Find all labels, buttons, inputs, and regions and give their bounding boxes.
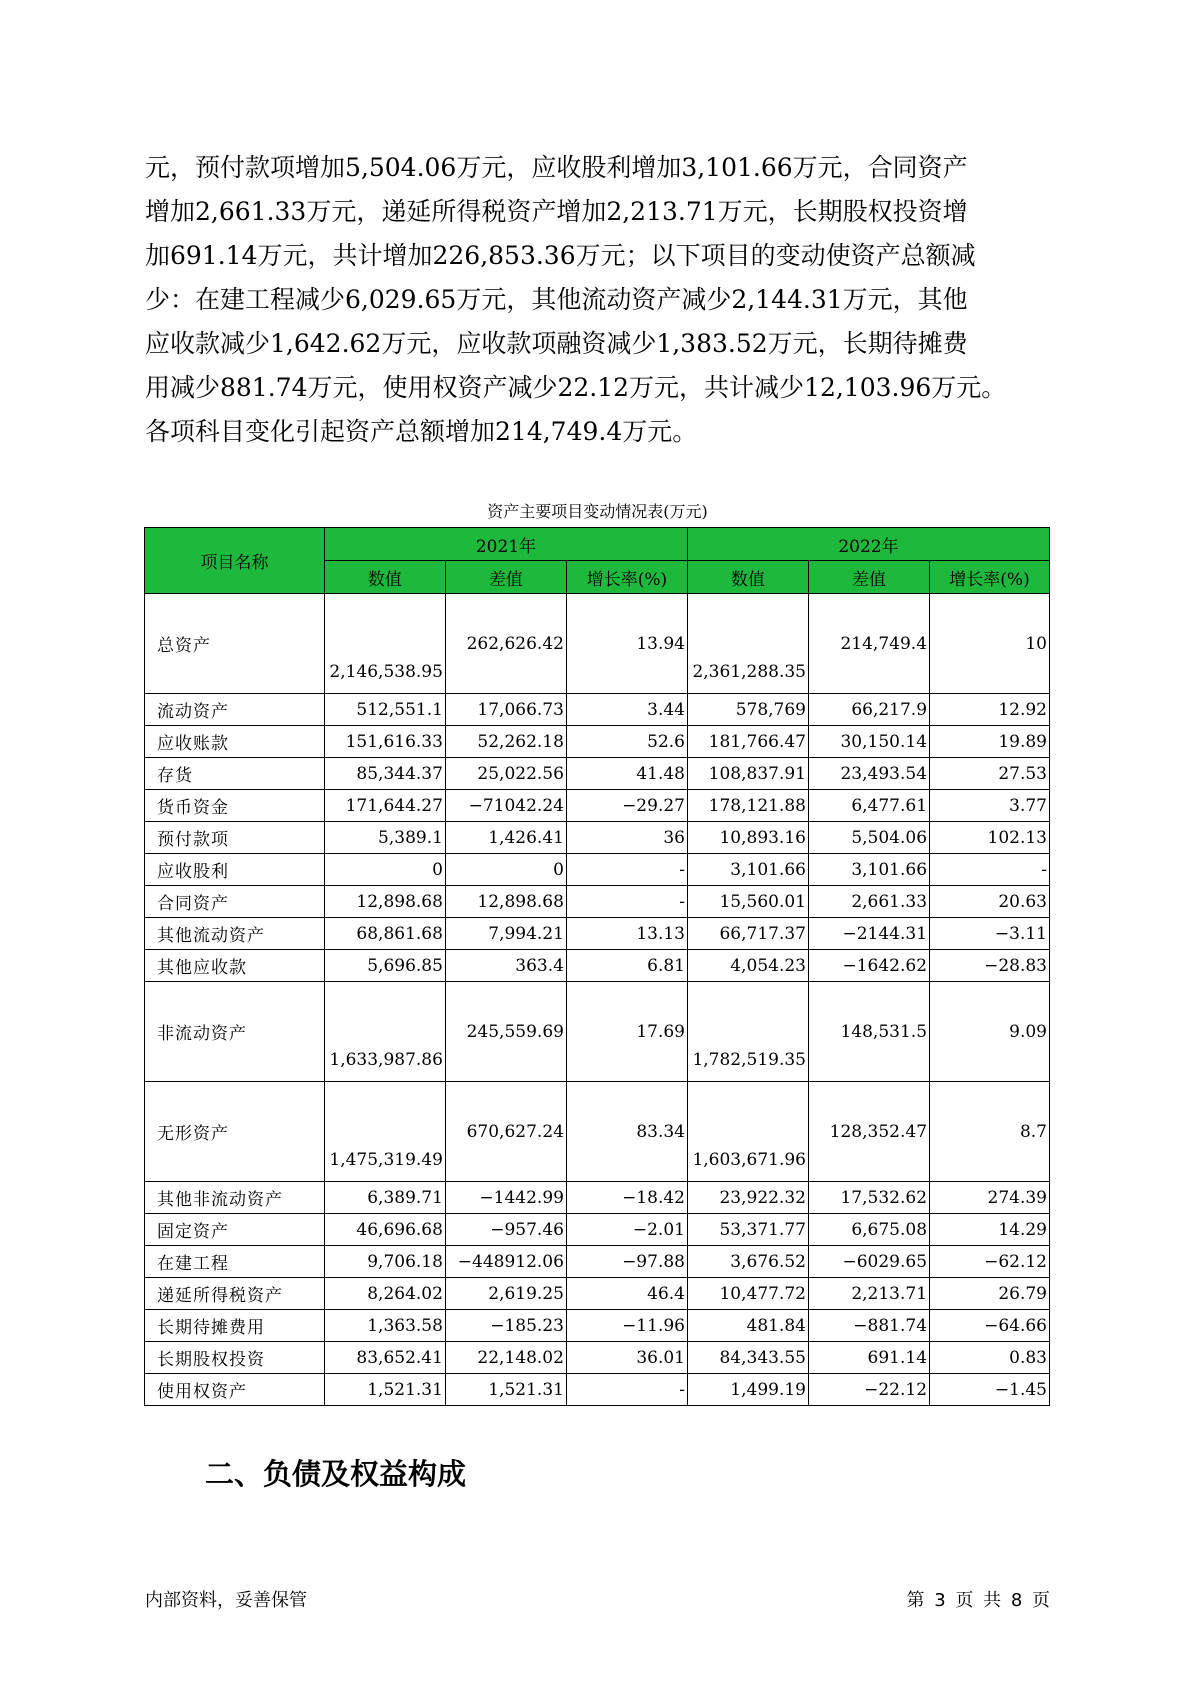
table-row (145, 822, 1050, 854)
table-cell: 2,619.25 (445, 1278, 566, 1310)
table-cell: - (566, 854, 687, 886)
table-body (145, 594, 1050, 1406)
row-label: 递延所得税资产 (145, 1278, 325, 1310)
table-cell: 25,022.56 (445, 758, 566, 790)
row-label: 应收账款 (145, 726, 325, 758)
table-row (145, 758, 1050, 790)
table-cell: 6,477.61 (809, 790, 930, 822)
table-cell: 4,054.23 (687, 950, 808, 982)
table-cell: 128,352.47 (809, 1082, 930, 1182)
table-cell: 7,994.21 (445, 918, 566, 950)
paragraph-line: 各项科目变化引起资产总额增加214,749.4万元。 (145, 417, 698, 446)
table-cell: 181,766.47 (687, 726, 808, 758)
table-row (145, 982, 1050, 1082)
table-cell: −62.12 (930, 1246, 1050, 1278)
header-year-2021: 2021年 (324, 528, 687, 561)
table-cell: 1,521.31 (445, 1374, 566, 1406)
table-cell: 27.53 (930, 758, 1050, 790)
table-row (145, 1214, 1050, 1246)
table-cell: −2.01 (566, 1214, 687, 1246)
header-year-2022: 2022年 (687, 528, 1049, 561)
table-cell: −6029.65 (809, 1246, 930, 1278)
table-cell: 9,706.18 (324, 1246, 445, 1278)
table-cell: −28.83 (930, 950, 1050, 982)
table-cell: −1.45 (930, 1374, 1050, 1406)
table-cell: 3,101.66 (687, 854, 808, 886)
row-label: 总资产 (145, 594, 325, 694)
table-cell: 1,426.41 (445, 822, 566, 854)
row-label: 货币资金 (145, 790, 325, 822)
table-cell: 46.4 (566, 1278, 687, 1310)
table-cell: −97.88 (566, 1246, 687, 1278)
table-cell: −957.46 (445, 1214, 566, 1246)
table-cell: 1,363.58 (324, 1310, 445, 1342)
table-cell: 17,066.73 (445, 694, 566, 726)
table-cell: −881.74 (809, 1310, 930, 1342)
header-value: 数值 (324, 561, 445, 594)
table-cell: 151,616.33 (324, 726, 445, 758)
table-cell: - (566, 886, 687, 918)
table-cell: 17,532.62 (809, 1182, 930, 1214)
table-row (145, 790, 1050, 822)
table-cell: 481.84 (687, 1310, 808, 1342)
table-cell: 30,150.14 (809, 726, 930, 758)
table-cell: 85,344.37 (324, 758, 445, 790)
table-cell: −1642.62 (809, 950, 930, 982)
table-header (145, 528, 1050, 594)
table-row (145, 1374, 1050, 1406)
table-cell: 23,493.54 (809, 758, 930, 790)
table-row (145, 726, 1050, 758)
table-cell: 1,782,519.35 (687, 982, 808, 1082)
paragraph-line: 元，预付款项增加5,504.06万元，应收股利增加3,101.66万元，合同资产 (145, 153, 968, 182)
row-label: 预付款项 (145, 822, 325, 854)
row-label: 非流动资产 (145, 982, 325, 1082)
table-row (145, 854, 1050, 886)
paragraph-line: 应收款减少1,642.62万元，应收款项融资减少1,383.52万元，长期待摊费 (145, 329, 968, 358)
table-cell: 10,893.16 (687, 822, 808, 854)
section-heading: 二、负债及权益构成 (205, 1457, 467, 1491)
paragraph-line: 用减少881.74万元，使用权资产减少22.12万元，共计减少12,103.96万元。 (145, 373, 1007, 402)
row-label: 应收股利 (145, 854, 325, 886)
table-cell: - (566, 1374, 687, 1406)
table-cell: 3,676.52 (687, 1246, 808, 1278)
body-paragraph (145, 146, 1050, 454)
table-cell: 15,560.01 (687, 886, 808, 918)
table-cell: 0 (445, 854, 566, 886)
table-cell: 3.44 (566, 694, 687, 726)
table-cell: 1,521.31 (324, 1374, 445, 1406)
table-cell: 1,475,319.49 (324, 1082, 445, 1182)
table-cell: 6,389.71 (324, 1182, 445, 1214)
table-cell: 0.83 (930, 1342, 1050, 1374)
paragraph-line: 加691.14万元，共计增加226,853.36万元；以下项目的变动使资产总额减 (145, 241, 976, 270)
table-cell: 12.92 (930, 694, 1050, 726)
table-row (145, 1342, 1050, 1374)
table-cell: 19.89 (930, 726, 1050, 758)
table-cell: 66,217.9 (809, 694, 930, 726)
row-label: 其他流动资产 (145, 918, 325, 950)
row-label: 使用权资产 (145, 1374, 325, 1406)
table-cell: 0 (324, 854, 445, 886)
table-row (145, 886, 1050, 918)
table-cell: 578,769 (687, 694, 808, 726)
table-cell: 13.13 (566, 918, 687, 950)
table-cell: 46,696.68 (324, 1214, 445, 1246)
row-label: 其他非流动资产 (145, 1182, 325, 1214)
header-value: 数值 (687, 561, 808, 594)
table-cell: 670,627.24 (445, 1082, 566, 1182)
table-cell: 6.81 (566, 950, 687, 982)
table-cell: 214,749.4 (809, 594, 930, 694)
table-cell: −185.23 (445, 1310, 566, 1342)
table-row (145, 1082, 1050, 1182)
table-cell: - (930, 854, 1050, 886)
table-cell: −64.66 (930, 1310, 1050, 1342)
table-cell: 2,361,288.35 (687, 594, 808, 694)
table-row (145, 1310, 1050, 1342)
table-cell: −448912.06 (445, 1246, 566, 1278)
table-caption: 资产主要项目变动情况表(万元) (487, 502, 708, 521)
table-cell: 1,603,671.96 (687, 1082, 808, 1182)
table-cell: 53,371.77 (687, 1214, 808, 1246)
table-cell: 108,837.91 (687, 758, 808, 790)
header-diff: 差值 (809, 561, 930, 594)
table-cell: 6,675.08 (809, 1214, 930, 1246)
table-cell: 1,499.19 (687, 1374, 808, 1406)
table-cell: −11.96 (566, 1310, 687, 1342)
row-label: 在建工程 (145, 1246, 325, 1278)
row-label: 长期股权投资 (145, 1342, 325, 1374)
row-label: 合同资产 (145, 886, 325, 918)
table-cell: 3,101.66 (809, 854, 930, 886)
table-cell: 171,644.27 (324, 790, 445, 822)
table-cell: 2,661.33 (809, 886, 930, 918)
table-cell: 262,626.42 (445, 594, 566, 694)
table-row (145, 918, 1050, 950)
table-cell: 10,477.72 (687, 1278, 808, 1310)
row-label: 流动资产 (145, 694, 325, 726)
table-cell: 26.79 (930, 1278, 1050, 1310)
table-cell: 8.7 (930, 1082, 1050, 1182)
table-cell: 691.14 (809, 1342, 930, 1374)
table-row (145, 950, 1050, 982)
table-cell: 102.13 (930, 822, 1050, 854)
row-label: 存货 (145, 758, 325, 790)
table-cell: 12,898.68 (324, 886, 445, 918)
paragraph-line: 少：在建工程减少6,029.65万元，其他流动资产减少2,144.31万元，其他 (145, 285, 968, 314)
table-cell: 83,652.41 (324, 1342, 445, 1374)
row-label: 无形资产 (145, 1082, 325, 1182)
table-cell: 84,343.55 (687, 1342, 808, 1374)
table-cell: 22,148.02 (445, 1342, 566, 1374)
table-cell: 1,633,987.86 (324, 982, 445, 1082)
table-cell: 2,213.71 (809, 1278, 930, 1310)
header-item-name: 项目名称 (145, 528, 325, 594)
table-cell: 52,262.18 (445, 726, 566, 758)
table-cell: 20.63 (930, 886, 1050, 918)
row-label: 其他应收款 (145, 950, 325, 982)
table-cell: 512,551.1 (324, 694, 445, 726)
table-cell: 41.48 (566, 758, 687, 790)
table-cell: 8,264.02 (324, 1278, 445, 1310)
table-cell: 66,717.37 (687, 918, 808, 950)
table-cell: −2144.31 (809, 918, 930, 950)
table-cell: 274.39 (930, 1182, 1050, 1214)
header-growth: 增长率(%) (566, 561, 687, 594)
table-row (145, 594, 1050, 694)
table-cell: 245,559.69 (445, 982, 566, 1082)
table-cell: 148,531.5 (809, 982, 930, 1082)
table-cell: −1442.99 (445, 1182, 566, 1214)
table-cell: −18.42 (566, 1182, 687, 1214)
table-row (145, 1278, 1050, 1310)
table-row (145, 694, 1050, 726)
table-cell: −29.27 (566, 790, 687, 822)
assets-table (144, 527, 1050, 1406)
table-cell: 10 (930, 594, 1050, 694)
table-cell: 9.09 (930, 982, 1050, 1082)
table-cell: 178,121.88 (687, 790, 808, 822)
table-cell: 36.01 (566, 1342, 687, 1374)
table-row (145, 1182, 1050, 1214)
footer-confidential: 内部资料，妥善保管 (145, 1590, 307, 1611)
table-cell: 5,504.06 (809, 822, 930, 854)
table-cell: 36 (566, 822, 687, 854)
table-cell: 23,922.32 (687, 1182, 808, 1214)
table-cell: 5,389.1 (324, 822, 445, 854)
footer-page-number: 第 3 页 共 8 页 (906, 1590, 1050, 1611)
table-cell: 2,146,538.95 (324, 594, 445, 694)
table-cell: 5,696.85 (324, 950, 445, 982)
table-cell: −3.11 (930, 918, 1050, 950)
table-row (145, 1246, 1050, 1278)
table-cell: 68,861.68 (324, 918, 445, 950)
paragraph-line: 增加2,661.33万元，递延所得税资产增加2,213.71万元，长期股权投资增 (145, 197, 968, 226)
table-cell: 12,898.68 (445, 886, 566, 918)
table-cell: 52.6 (566, 726, 687, 758)
table-cell: 3.77 (930, 790, 1050, 822)
table-cell: 363.4 (445, 950, 566, 982)
table-cell: −22.12 (809, 1374, 930, 1406)
header-growth: 增长率(%) (930, 561, 1050, 594)
table-cell: 83.34 (566, 1082, 687, 1182)
table-cell: 13.94 (566, 594, 687, 694)
header-diff: 差值 (445, 561, 566, 594)
table-cell: 17.69 (566, 982, 687, 1082)
row-label: 长期待摊费用 (145, 1310, 325, 1342)
table-cell: 14.29 (930, 1214, 1050, 1246)
table-cell: −71042.24 (445, 790, 566, 822)
row-label: 固定资产 (145, 1214, 325, 1246)
